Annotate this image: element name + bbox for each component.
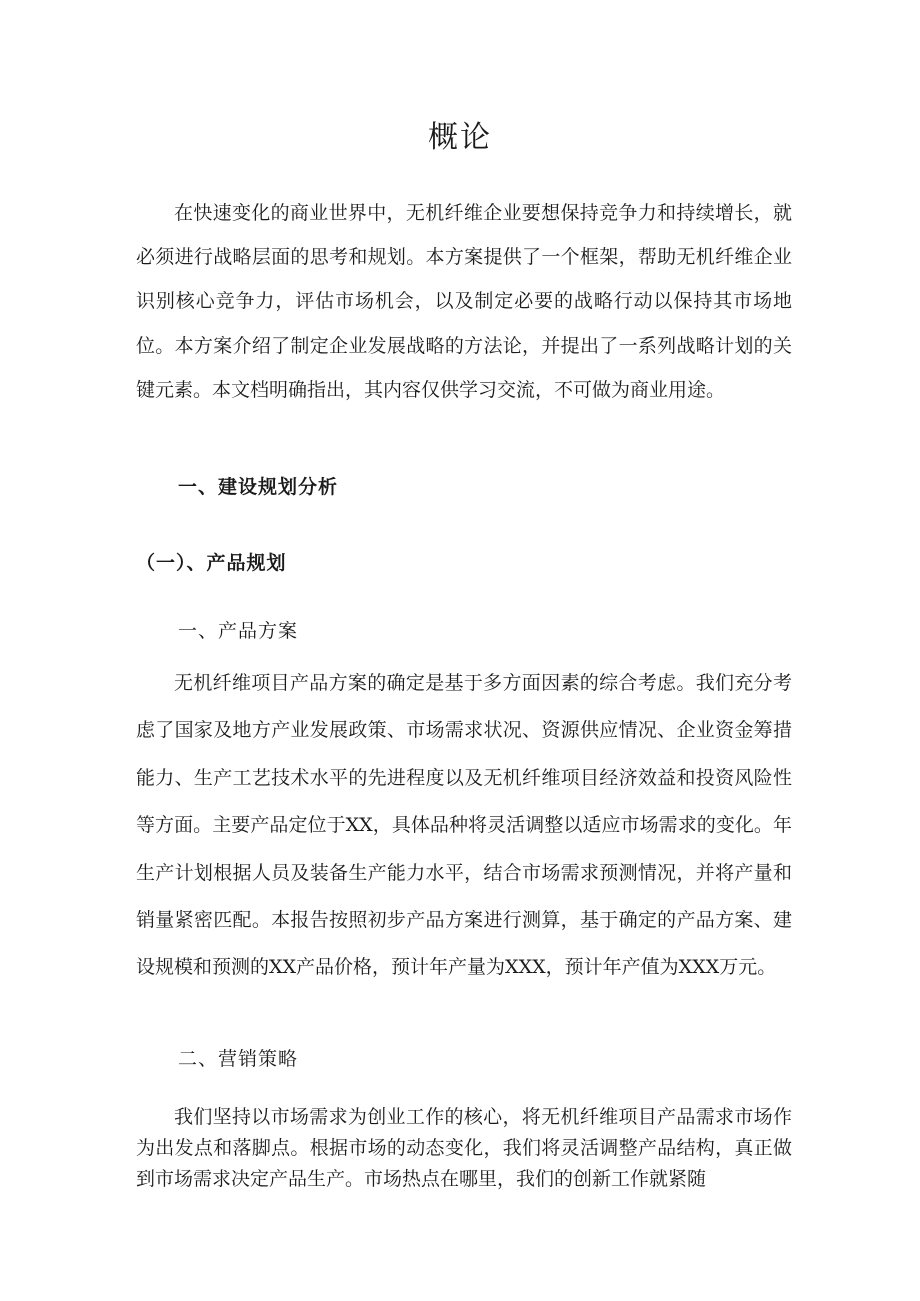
document-title: 概论	[428, 120, 492, 155]
intro-paragraph: 在快速变化的商业世界中，无机纤维企业要想保持竞争力和持续增长，就必须进行战略层面的思考和规划。本方案提供了一个框架，帮助无机纤维企业识别核心竞争力，评估市场机会，以及制定必要的战略行动以保持其市场地位。本方案介绍了制定企业发展战略的方法论，并提出了一系列战略计划的关键元素。本文档明确指出，其内容仅供学习交流，不可做为商业用途。	[136, 202, 792, 401]
product-plan-paragraph: 无机纤维项目产品方案的确定是基于多方面因素的综合考虑。我们充分考虑了国家及地方产业发展政策、市场需求状况、资源供应情况、企业资金筹措能力、生产工艺技术水平的先进程度以及无机纤维项目经济效益和投资风险性等方面。主要产品定位于XX，具体品种将灵活调整以适应市场需求的变化。年生产计划根据人员及装备生产能力水平，结合市场需求预测情况，并将产量和销量紧密匹配。本报告按照初步产品方案进行测算，基于确定的产品方案、建设规模和预测的XX产品价格，预计年产量为XXX，预计年产值为XXX万元。	[136, 672, 792, 979]
marketing-paragraph: 我们坚持以市场需求为创业工作的核心，将无机纤维项目产品需求市场作为出发点和落脚点。根据市场的动态变化，我们将灵活调整产品结构，真正做到市场需求决定产品生产。市场热点在哪里，我们的创新工作就紧随	[136, 1106, 792, 1190]
item-heading-marketing: 二、营销策略	[178, 1048, 299, 1070]
section-heading: 一、建设规划分析	[178, 476, 339, 498]
subsection-heading: （一）、产品规划	[136, 552, 287, 574]
item-heading-product-plan: 一、产品方案	[178, 620, 299, 642]
